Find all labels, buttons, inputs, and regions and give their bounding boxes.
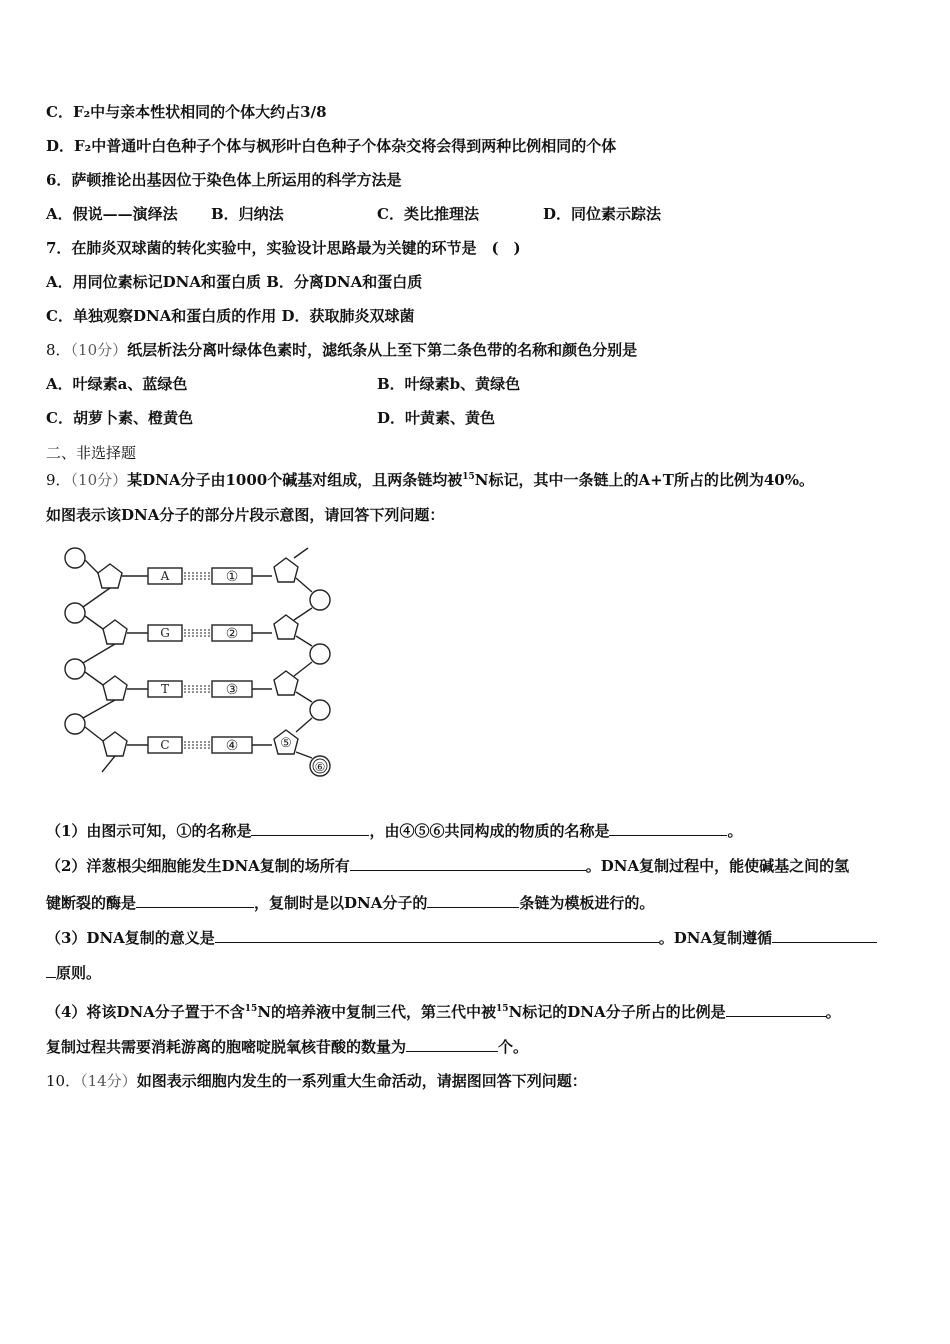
q9-p3-text-c: 原则。 <box>56 964 102 982</box>
q9-part3-line2 <box>46 963 101 983</box>
partner-label-2: ② <box>225 626 239 642</box>
q9-p3-blank-2[interactable] <box>772 928 877 943</box>
left-sugar-4 <box>103 732 127 756</box>
partner-label-1: ① <box>225 569 239 585</box>
left-sugar-2 <box>103 620 127 644</box>
q6-option-b: B．归纳法 <box>211 205 284 223</box>
q9-stem-b: N标记，其中一条链上的A+T所占的比例为40%。 <box>474 471 814 489</box>
q9-part4-line1 <box>46 999 841 1022</box>
q9-p4-blank-2[interactable] <box>406 1037 498 1052</box>
right-phosphate-3 <box>310 700 330 720</box>
q9-part2-line2 <box>46 893 654 913</box>
base-label-2: G <box>160 626 170 640</box>
q5-option-c: C．F₂中与亲本性状相同的个体大约占3/8 <box>46 103 327 121</box>
q8-option-c: C．胡萝卜素、橙黄色 <box>46 409 193 427</box>
q9-stem-line1 <box>46 467 814 490</box>
q8-score: （10分） <box>70 341 128 359</box>
q9-p2-text-d: ，复制时是以DNA分子的 <box>254 894 428 912</box>
q9-p4-text-d: 。 <box>825 1003 841 1021</box>
q10-stem: 如图表示细胞内发生的一系列重大生命活动，请据图回答下列问题： <box>136 1072 587 1090</box>
q9-p4-blank-1[interactable] <box>726 1002 826 1017</box>
q9-p2-blank-3[interactable] <box>427 893 519 908</box>
q8-number: 8． <box>46 341 71 359</box>
left-phosphate-3 <box>65 659 85 679</box>
q9-part4-line2 <box>46 1037 528 1057</box>
q6-stem: 6．萨顿推论出基因位于染色体上所运用的科学方法是 <box>46 171 402 189</box>
q7-stem: 7．在肺炎双球菌的转化实验中，实验设计思路最为关键的环节是 ( ) <box>46 239 521 257</box>
q9-p4-text-c: N标记的DNA分子所占的比例是 <box>508 1003 726 1021</box>
left-sugar-3 <box>103 676 127 700</box>
q9-stem-a: 某DNA分子由1000个碱基对组成，且两条链均被 <box>127 471 463 489</box>
q9-p3-text-a: （3）DNA复制的意义是 <box>46 929 215 947</box>
q9-part3-line1 <box>46 928 877 948</box>
right-phosphate-2 <box>310 644 330 664</box>
q9-score: （10分） <box>70 471 128 489</box>
q10-score: （14分） <box>80 1072 137 1090</box>
q7-options-ab: A．用同位素标记DNA和蛋白质 B．分离DNA和蛋白质 <box>46 273 423 291</box>
q9-p4-text-a: （4）将该DNA分子置于不含 <box>46 1003 245 1021</box>
dna-fragment-diagram <box>58 540 348 785</box>
q8-option-b: B．叶绿素b、黄绿色 <box>377 375 521 393</box>
right-sugar-2 <box>274 615 298 639</box>
q9-isotope-sup: 15 <box>462 472 475 482</box>
q8-stem: 纸层析法分离叶绿体色素时，滤纸条从上至下第二条色带的名称和颜色分别是 <box>127 341 638 359</box>
left-phosphate-2 <box>65 603 85 623</box>
right-sugar-1 <box>274 558 298 582</box>
q7-options-cd: C．单独观察DNA和蛋白质的作用 D．获取肺炎双球菌 <box>46 307 415 325</box>
q9-p2-text-b: 。DNA复制过程中，能使碱基之间的氢 <box>585 857 850 875</box>
label-6: ⑥ <box>314 760 326 774</box>
q9-p1-text-b: ，由④⑤⑥共同构成的物质的名称是 <box>369 822 610 840</box>
label-5: ⑤ <box>280 736 292 751</box>
right-sugar-3 <box>274 671 298 695</box>
partner-label-4: ④ <box>225 738 239 754</box>
q9-p4-text-b: N的培养液中复制三代，第三代中被 <box>257 1003 497 1021</box>
q10-number: 10． <box>46 1072 81 1090</box>
q9-p1-blank-1[interactable] <box>251 821 369 836</box>
left-phosphate-4 <box>65 714 85 734</box>
q9-number: 9． <box>46 471 71 489</box>
q5-option-d: D．F₂中普通叶白色种子个体与枫形叶白色种子个体杂交将会得到两种比例相同的个体 <box>46 137 617 155</box>
q9-p3-blank-2-cont[interactable] <box>46 963 56 978</box>
partner-label-3: ③ <box>225 682 239 698</box>
q6-option-d: D．同位素示踪法 <box>543 205 662 223</box>
q8-stem-line <box>46 340 637 360</box>
q9-p3-text-b: 。DNA复制遵循 <box>658 929 773 947</box>
q9-p4-text-e: 复制过程共需要消耗游离的胞嘧啶脱氧核苷酸的数量为 <box>46 1038 407 1056</box>
q9-stem-line2: 如图表示该DNA分子的部分片段示意图，请回答下列问题： <box>46 506 445 524</box>
q9-p2-text-a: （2）洋葱根尖细胞能发生DNA复制的场所有 <box>46 857 350 875</box>
q9-p1-blank-2[interactable] <box>609 821 727 836</box>
base-label-4: C <box>160 738 170 752</box>
q8-option-a: A．叶绿素a、蓝绿色 <box>46 375 188 393</box>
q9-part1 <box>46 821 742 841</box>
q10-stem-line <box>46 1071 587 1091</box>
q9-p2-blank-1[interactable] <box>350 856 586 871</box>
base-label-3: T <box>160 682 170 696</box>
left-sugar-1 <box>98 564 122 588</box>
q9-p1-text-a: （1）由图示可知，①的名称是 <box>46 822 252 840</box>
q9-part2-line1 <box>46 856 849 876</box>
q9-p4-sup-2: 15 <box>496 1004 509 1014</box>
q9-p4-text-f: 个。 <box>498 1038 529 1056</box>
q9-p1-text-c: 。 <box>727 822 743 840</box>
q9-p2-text-c: 键断裂的酶是 <box>46 894 137 912</box>
q9-p4-sup-1: 15 <box>244 1004 258 1014</box>
q9-p2-text-e: 条链为模板进行的。 <box>519 894 655 912</box>
q8-option-d: D．叶黄素、黄色 <box>377 409 496 427</box>
q9-p3-blank-1[interactable] <box>215 928 659 943</box>
q6-option-a: A．假说——演绎法 <box>46 205 178 223</box>
section-heading: 二、非选择题 <box>46 444 137 462</box>
left-phosphate-1 <box>65 548 85 568</box>
q9-p2-blank-2[interactable] <box>136 893 254 908</box>
q6-option-c: C．类比推理法 <box>377 205 479 223</box>
right-phosphate-1 <box>310 590 330 610</box>
base-label-1: A <box>160 569 170 583</box>
